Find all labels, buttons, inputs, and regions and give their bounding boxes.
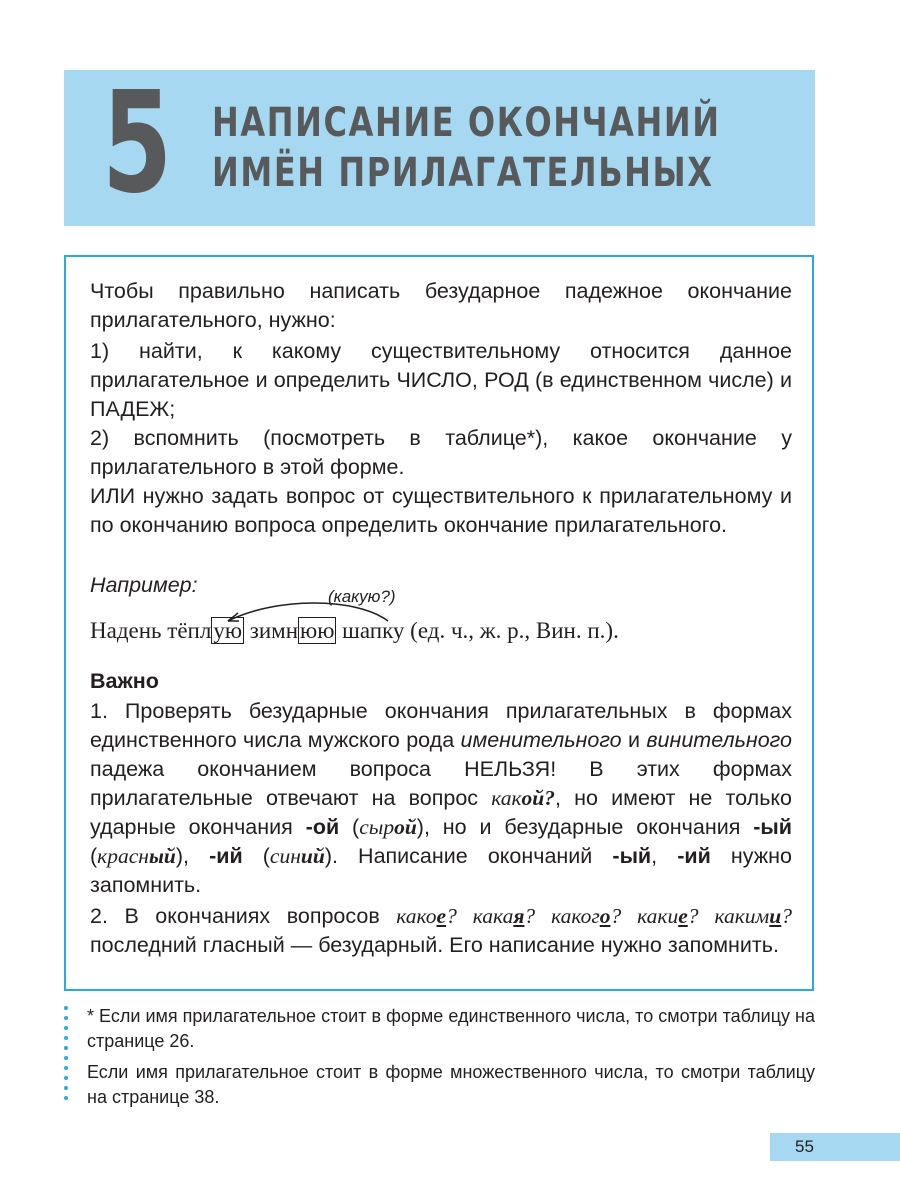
example-sentence — [90, 617, 619, 645]
chapter-title-line-1: НАПИСАНИЕ ОКОНЧАНИЙ — [212, 100, 721, 146]
chapter-title-line-2: ИМЁН ПРИЛАГАТЕЛЬНЫХ — [212, 150, 714, 196]
chapter-title — [212, 98, 721, 198]
rule-alternative: ИЛИ нужно задать вопрос от существительного к прилагательному и по окончанию вопроса определить окончание прилагательного. — [90, 484, 792, 537]
rule-step-2: 2) вспомнить (посмотреть в таблице*), какое окончание у прилагательного в этой форме. — [90, 426, 792, 479]
footnote-2: Если имя прилагательное стоит в форме множественного числа, то смотри таблицу на странице 38. — [87, 1062, 815, 1107]
example-word-2-ending: юю — [300, 618, 335, 643]
footnote-1: * Если имя прилагательное стоит в форме единственного числа, то смотри таблицу на странице 26. — [87, 1006, 815, 1051]
rule-step-1: 1) найти, к какому существительному относится данное прилагательное и определить ЧИСЛО, РОД (в единственном числе) и ПАДЕЖ; — [90, 339, 792, 421]
example-question: (какую?) — [328, 587, 396, 606]
important-point-2: 2. В окончаниях вопросов какое? какая? какого? какие? какими? последний гласный — безударный. Его написание нужно запомнить. — [90, 904, 792, 957]
page-number: 55 — [770, 1133, 900, 1161]
important-title: Важно — [90, 669, 159, 693]
example-word-2-stem: зимн — [249, 618, 299, 643]
important-point-1: 1. Проверять безударные окончания прилагательных в формах единственного числа мужского рода именительного и винительного падежа окончанием вопроса НЕЛЬЗЯ! В этих формах прилагательные отвечают на вопрос какой?, но имеют не только ударные окончания -ой (сырой), но и безударные окончания -ый (красный), -ий (синий). Написание окончаний -ый, -ий нужно запомнить. — [90, 699, 792, 897]
footnote-dots — [64, 1006, 70, 1106]
example-word-1-stem: Надень тёпл — [90, 618, 212, 643]
example-label: Например: — [90, 573, 198, 597]
example-word-1-ending: ую — [213, 618, 243, 643]
example-rest: шапку (ед. ч., ж. р., Вин. п.). — [342, 618, 619, 643]
rule-intro: Чтобы правильно написать безударное падежное окончание прилагательного, нужно: — [90, 279, 792, 332]
footnotes — [87, 1004, 815, 1116]
rule-box — [64, 255, 814, 991]
chapter-number: 5 — [102, 62, 173, 225]
chapter-header — [64, 62, 815, 226]
